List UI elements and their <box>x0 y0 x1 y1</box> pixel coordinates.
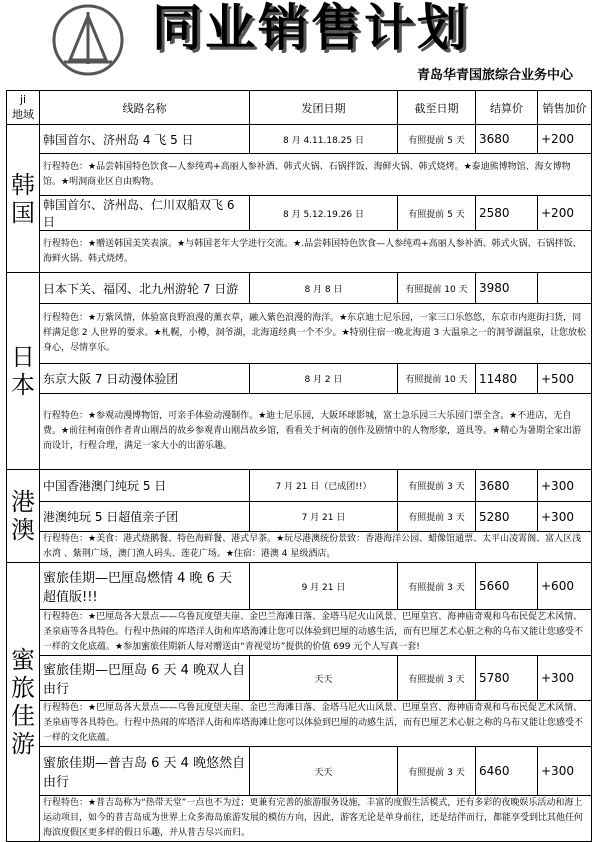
route-desc-row <box>7 532 592 563</box>
deadline: 有照提前 3 天 <box>398 747 476 796</box>
region-cell: 韩 国 <box>7 125 40 273</box>
route-name: 蜜旅佳期—普吉岛 6 天 4 晚悠然自由行 <box>40 747 250 796</box>
markup: +200 <box>538 196 592 231</box>
price: 5280 <box>476 502 538 532</box>
table-header-row <box>7 91 592 125</box>
markup: +600 <box>538 563 592 610</box>
sales-plan-table <box>6 90 592 842</box>
route-row <box>7 196 592 231</box>
route-name: 蜜旅佳期—巴厘岛 6 天 4 晚双人自由行 <box>40 656 250 701</box>
departure-date: 7 月 21 日 <box>250 502 398 532</box>
route-description: 行程特色：★赠送韩国美笑表演。★与韩国老年大学进行交流。★.品尝韩国特色饮食—人参纯鸡+高丽人参补酒、韩式火锅、石锅拌饭、海鲜火锅、韩式烧烤。 <box>40 231 592 273</box>
col-header-deadline: 截至日期 <box>398 91 476 125</box>
route-row <box>7 747 592 796</box>
price: 2580 <box>476 196 538 231</box>
region-cell: 港 澳 <box>7 470 40 563</box>
route-desc-row <box>7 394 592 470</box>
route-desc-row <box>7 796 592 842</box>
route-desc-row <box>7 701 592 747</box>
route-row <box>7 502 592 532</box>
route-row <box>7 656 592 701</box>
route-row <box>7 563 592 610</box>
departure-date: 天天 <box>250 656 398 701</box>
markup: +300 <box>538 656 592 701</box>
markup: +300 <box>538 502 592 532</box>
markup <box>538 273 592 304</box>
route-description: 行程特色：★巴厘岛各大景点——乌鲁瓦度望夫崖、金巴兰海滩日落、金塔马尼火山风景、巴厘皇宫、海神庙奇观和乌布民促艺术风情、圣泉庙等各具特色。行程中热闹的库塔洋人街和库塔海滩让您可以体验到巴厘的动感生活，而有巴厘艺术心脏之称的乌布又能让您感受不一样的文化底蕴。★参加蜜旅佳期新人每对赠送由“青视觉坊”提供的价值 699 元个人写真一套! <box>40 610 592 656</box>
departure-date: 天天 <box>250 747 398 796</box>
price: 5660 <box>476 563 538 610</box>
departure-date: 8 月 8 日 <box>250 273 398 304</box>
departure-date: 8 月 5.12.19.26 日 <box>250 196 398 231</box>
route-desc-row <box>7 231 592 273</box>
route-description: 行程特色：★参观动漫博物馆，可亲手体验动漫制作。★迪士尼乐园，大阪环球影城，富士急乐园三大乐园门票全含。★不进店，无自费。★前往柯南创作者青山刚昌的故乡参观青山刚昌故乡馆，看看关于柯南的创作及剧情中的人物形象，道具等。★精心为暑期全家出游而设计，行程合理，满足一家大小的出游乐趣。 <box>40 394 592 470</box>
logo-icon <box>50 2 126 78</box>
deadline: 有照提前 5 天 <box>398 125 476 154</box>
col-header-name: 线路名称 <box>40 91 250 125</box>
route-name: 韩国首尔、济州岛、仁川双船双飞 6 日 <box>40 196 250 231</box>
route-description: 行程特色：★万紫风情，体验富良野浪漫的薰衣草，融入紫色浪漫的海洋。★东京迪士尼乐园，一家三口乐悠悠，东京市内逛街扫货，同样满足您 2 人世界的要求。★札幌，小樽，洞爷湖，北海道经典一个不少。★特别住宿一晚北海道 3 大温泉之一的洞爷湖温泉，让您放松身心，尽情享乐。 <box>40 304 592 364</box>
deadline: 有照提前 10 天 <box>398 364 476 394</box>
route-name: 中国香港澳门纯玩 5 日 <box>40 470 250 502</box>
region-cell: 日 本 <box>7 273 40 470</box>
page-subtitle: 青岛华青国旅综合业务中心 <box>416 68 573 83</box>
deadline: 有照提前 3 天 <box>398 656 476 701</box>
route-row <box>7 364 592 394</box>
page-title: 同业销售计划 <box>152 0 470 57</box>
deadline: 有照提前 3 天 <box>398 563 476 610</box>
markup: +200 <box>538 125 592 154</box>
price: 3680 <box>476 125 538 154</box>
page-header <box>0 0 595 90</box>
route-name: 日本下关、福冈、北九州游轮 7 日游 <box>40 273 250 304</box>
deadline: 有照提前 10 天 <box>398 273 476 304</box>
markup: +500 <box>538 364 592 394</box>
route-desc-row <box>7 154 592 196</box>
col-header-price: 结算价 <box>476 91 538 125</box>
deadline: 有照提前 3 天 <box>398 470 476 502</box>
departure-date: 7 月 21 日（已成团!!） <box>250 470 398 502</box>
price: 6460 <box>476 747 538 796</box>
deadline: 有照提前 3 天 <box>398 502 476 532</box>
route-row <box>7 125 592 154</box>
price: 11480 <box>476 364 538 394</box>
region-cell: 蜜 旅 佳 游 <box>7 563 40 842</box>
price: 3680 <box>476 470 538 502</box>
route-description: 行程特色：★品尝韩国特色饮食—人参纯鸡+高丽人参补酒、韩式火锅、石锅拌饭、海鲜火锅、韩式烧烤。★泰迪熊博物馆、海女博物馆。★明洞商业区自由购物。 <box>40 154 592 196</box>
price: 5780 <box>476 656 538 701</box>
price: 3980 <box>476 273 538 304</box>
route-desc-row <box>7 610 592 656</box>
route-name: 东京大阪 7 日动漫体验团 <box>40 364 250 394</box>
col-header-markup: 销售加价 <box>538 91 592 125</box>
route-name: 蜜旅佳期—巴厘岛燃情 4 晚 6 天 超值版!!! <box>40 563 250 610</box>
departure-date: 8 月 2 日 <box>250 364 398 394</box>
deadline: 有照提前 5 天 <box>398 196 476 231</box>
markup: +300 <box>538 470 592 502</box>
col-header-region: ji 地域 <box>7 91 40 125</box>
col-header-date: 发团日期 <box>250 91 398 125</box>
route-name: 港澳纯玩 5 日超值亲子团 <box>40 502 250 532</box>
route-description: 行程特色：★巴厘岛各大景点——乌鲁瓦度望夫崖、金巴兰海滩日落、金塔马尼火山风景、巴厘皇宫、海神庙奇观和乌布民促艺术风情、圣泉庙等各具特色。行程中热闹的库塔洋人街和库塔海滩让您可以体验到巴厘的动感生活，而有巴厘艺术心脏之称的乌布又能让您感受不一样的文化底蕴。 <box>40 701 592 747</box>
route-description: 行程特色：★美食：港式烧鹅餐、特色海鲜餐、港式早茶。★玩尽港澳统份景致：香港海洋公园、蜡像馆通票、太平山凌霄阁、富人区浅水湾 、紫荆广场，澳门渔人码头、莲花广场。★住宿：港澳 4 星级酒店。 <box>40 532 592 563</box>
route-row <box>7 273 592 304</box>
route-name: 韩国首尔、济州岛 4 飞 5 日 <box>40 125 250 154</box>
route-desc-row <box>7 304 592 364</box>
departure-date: 8 月 4.11.18.25 日 <box>250 125 398 154</box>
markup: +300 <box>538 747 592 796</box>
route-description: 行程特色：★普吉岛称为“热带天堂”一点也不为过；更兼有完善的旅游服务设施，丰富的度假生活模式，还有多彩的夜晚娱乐活动和海上运动项目，如今的普吉岛成为世界上众多海岛旅游发展的模仿方向，因此，游客无论是单身前往，还是结伴而行，都能享受到比其他任何海滨度假区更多样的假日乐趣，并从普吉尽兴而归。 <box>40 796 592 842</box>
departure-date: 9 月 21 日 <box>250 563 398 610</box>
route-row <box>7 470 592 502</box>
